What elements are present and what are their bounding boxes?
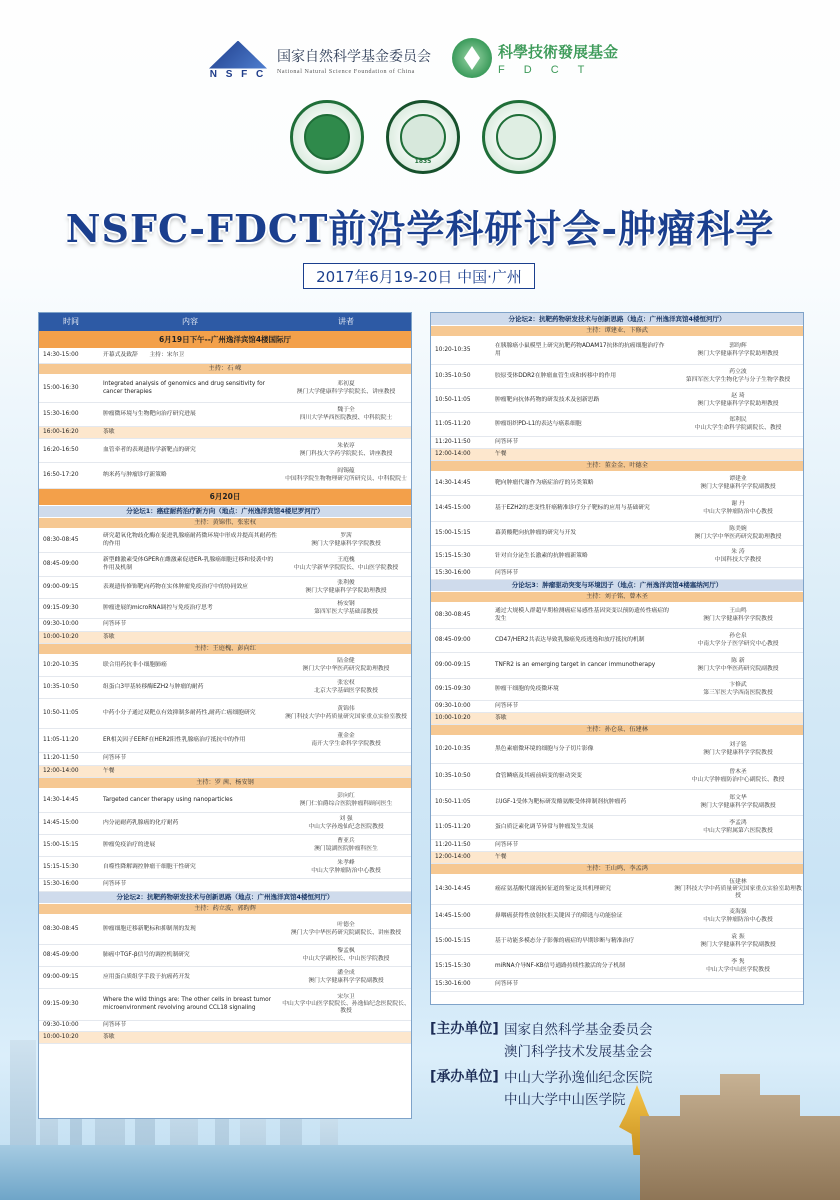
time-cell: 09:30-10:00 <box>43 1022 79 1029</box>
topic-cell: 联合用药抗非小细胞肺癌 <box>103 661 167 668</box>
topic-cell: 纳米药与肿瘤诊疗新策略 <box>103 471 167 478</box>
speaker-cell: 李孟鸿 中山大学附属第六医院教授 <box>703 820 773 834</box>
speaker-cell: 张宏权 北京大学基础医学院教授 <box>314 680 378 694</box>
speaker-cell: 杨安钢 第四军医大学基础部教授 <box>314 601 378 615</box>
table-row <box>39 857 411 879</box>
speaker-cell: 郑利民 中山大学生命科学院副院长、教授 <box>694 417 782 431</box>
topic-cell: 问答环节 <box>495 981 519 988</box>
chair-row: 主持：罗 茜、杨安钢 <box>39 778 411 789</box>
topic-cell: 幕黄酸靶向抗肿瘤的研究与开发 <box>495 529 577 536</box>
speaker-cell: 袁 振 澳门大学健康科学学院副教授 <box>700 934 776 948</box>
speaker-cell: 王庭槐 中山大学新华学院院长、中山医学院教授 <box>293 557 399 571</box>
speaker-cell: 刘 强 中山大学孙逸仙纪念医院教授 <box>308 816 384 830</box>
time-cell: 10:00-10:20 <box>435 714 471 721</box>
topic-cell: 问答环节 <box>103 881 127 888</box>
topic-cell: 肿瘤细胞迁移新靶标和抑制剂的发现 <box>103 925 196 932</box>
time-cell: 08:45-09:00 <box>435 636 471 643</box>
table-row <box>431 629 803 653</box>
time-cell: 11:20-11:50 <box>435 438 471 445</box>
sysu-seal <box>290 100 364 174</box>
time-cell: 10:00-10:20 <box>43 1033 79 1040</box>
topic-cell: 通过大规模人群超早期检测癌症易感性基因突变以预防遗传性癌症的发生 <box>495 608 669 622</box>
chair-row: 主持：孙仑泉、伍建林 <box>431 725 803 736</box>
chair-row: 主持：董金金、叶德全 <box>431 461 803 472</box>
table-row <box>431 522 803 546</box>
topic-cell: 茶歇 <box>103 633 115 640</box>
topic-cell: 肿瘤进展的microRNA调控与免疫治疗思考 <box>103 604 213 611</box>
session-heading: 分论坛3：肿瘤驱动突变与环境因子（地点：广州逸洋宾馆4楼塞纳河厅） <box>431 580 803 592</box>
co-organizer-label: [承办单位] <box>430 1069 499 1085</box>
table-row <box>39 403 411 427</box>
time-cell: 11:05-11:20 <box>43 736 79 743</box>
topic-cell: Targeted cancer therapy using nanoparticles <box>103 796 233 803</box>
break-row <box>431 449 803 461</box>
time-cell: 16:00-16:20 <box>43 428 79 435</box>
table-row <box>431 653 803 679</box>
speaker-cell: 刘子铭 澳门大学健康科学学院教授 <box>703 742 773 756</box>
topic-cell: 问答环节 <box>103 621 127 628</box>
table-row <box>39 915 411 945</box>
table-row <box>39 879 411 892</box>
nsfc-logo: N S F C <box>205 38 271 82</box>
speaker-cell: 魏于全 四川大学华西医院教授、中科院院士 <box>299 407 393 421</box>
time-cell: 10:00-10:20 <box>43 633 79 640</box>
speaker-cell: 叶德全 澳门大学中华医药研究院副院长、讲座教授 <box>290 922 402 936</box>
topic-cell: 问答环节 <box>103 1022 127 1029</box>
table-row <box>39 813 411 835</box>
table-row <box>39 529 411 553</box>
topic-cell: 午餐 <box>103 767 115 774</box>
topic-cell: 在胰腺癌小鼠模型上研究抗靶药物ADAM17抗体的抗癌细胞治疗作用 <box>495 343 665 357</box>
topic-cell: ER相关因子EERF在HER2阳性乳腺癌治疗抵抗中的作用 <box>103 736 246 743</box>
table-row <box>431 816 803 840</box>
time-cell: 10:50-11:05 <box>435 798 471 805</box>
topic-cell: 基于功能多模态分子影像的癌症的早期诊断与精准治疗 <box>495 937 635 944</box>
table-row <box>39 577 411 599</box>
time-cell: 09:00-09:15 <box>43 583 79 590</box>
speaker-cell: 曹亚兵 澳门镜湖医院肿瘤科医生 <box>314 838 378 852</box>
time-cell: 09:30-10:00 <box>435 702 471 709</box>
topic-cell: 肿瘤微环境与生物靶向治疗研究进展 <box>103 410 196 417</box>
time-cell: 15:00-16:30 <box>43 384 79 391</box>
fdct-logo <box>452 38 492 78</box>
time-cell: 14:30-14:45 <box>435 885 471 892</box>
zhongshan-medical-school-seal <box>482 100 556 174</box>
table-row <box>431 472 803 496</box>
time-cell: 15:15-15:30 <box>435 552 471 559</box>
topic-cell: 自噬性降解调控肿瘤干细胞干性研究 <box>103 863 196 870</box>
topic-cell: 午餐 <box>495 450 507 457</box>
topic-cell: 食管鳞癌及其癌前病变的驱动突变 <box>495 772 582 779</box>
table-row <box>39 655 411 677</box>
break-row <box>431 852 803 864</box>
co-organizer-name: 中山大学中山医学院 <box>504 1092 626 1108</box>
speaker-cell: 郑文华 澳门大学健康科学学院副教授 <box>700 795 776 809</box>
time-cell: 16:20-16:50 <box>43 446 79 453</box>
day-heading: 6月19日下午--广州逸洋宾馆4楼国际厅 <box>39 331 411 349</box>
speaker-cell: 李 隽 中山大学中山医学院教授 <box>706 959 770 973</box>
chair-row: 主持：刘子铭、曾木圣 <box>431 592 803 603</box>
speaker-cell: 赵 琦 澳门大学健康科学学院助理教授 <box>697 393 779 407</box>
topic-cell: 胶原受体DDR2在肿瘤血管生成和转移中的作用 <box>495 372 616 379</box>
speaker-cell: 孙仑泉 中南大学分子医学研究中心教授 <box>697 633 779 647</box>
co-organizer-name: 中山大学孙逸仙纪念医院 <box>504 1070 653 1086</box>
time-cell: 10:35-10:50 <box>435 772 471 779</box>
table-row <box>39 619 411 632</box>
time-cell: 15:15-15:30 <box>435 962 471 969</box>
sun-yat-sen-memorial-hospital-seal: 1835 <box>386 100 460 174</box>
topic-cell: 血管牵者的表观遗传学新靶点的研究 <box>103 446 196 453</box>
table-row <box>431 905 803 929</box>
speaker-cell: 阎锡蕴 中国科学院生物物理研究所研究员、中科院院士 <box>285 468 407 482</box>
time-cell: 10:50-11:05 <box>435 396 471 403</box>
table-row <box>431 979 803 992</box>
table-row <box>431 546 803 568</box>
speaker-cell: 谢 丹 中山大学肿瘤防治中心教授 <box>703 501 773 515</box>
time-cell: 10:35-10:50 <box>43 683 79 690</box>
topic-cell: 表观遗传修饰靶向药物在实体肿瘤免疫治疗中的协同效应 <box>103 583 248 590</box>
speaker-cell: 潘全成 澳门大学健康科学学院副教授 <box>308 970 384 984</box>
table-row <box>39 967 411 989</box>
topic-cell: 问答环节 <box>495 438 519 445</box>
speaker-cell: 谭建业 澳门大学健康科学学院副教授 <box>700 476 776 490</box>
speaker-cell: 麦海强 中山大学肿瘤防治中心教授 <box>703 909 773 923</box>
table-row <box>39 699 411 729</box>
topic-cell: 以IGF-1受体为靶标研发酪氨酸受体抑制剂抗肿瘤药 <box>495 798 627 805</box>
topic-cell: 中药小分子通过双靶点有效抑制多耐药性,耐药亡癌细胞研究 <box>103 709 256 716</box>
time-cell: 08:30-08:45 <box>43 925 79 932</box>
topic-cell: 黑色素瘤微环境的细胞与分子切片影像 <box>495 745 594 752</box>
chair-row: 主持：黄锦伟、张宏权 <box>39 518 411 529</box>
time-cell: 11:05-11:20 <box>435 420 471 427</box>
table-row <box>39 439 411 463</box>
table-row <box>39 945 411 967</box>
speaker-cell: 陈美婉 澳门大学中华医药研究院助理教授 <box>694 526 782 540</box>
table-row <box>39 753 411 766</box>
nsfc-name-en: National Natural Science Foundation of China <box>277 68 415 75</box>
time-cell: 14:30-14:45 <box>43 796 79 803</box>
topic-cell: 茶歇 <box>103 1033 115 1040</box>
fdct-name-en: F D C T <box>498 63 593 76</box>
topic-cell: 肿瘤靶向抗体药物的研发技术及创新思路 <box>495 396 600 403</box>
break-row <box>39 766 411 778</box>
time-cell: 14:30-15:00 <box>43 352 79 359</box>
time-cell: 09:15-09:30 <box>435 685 471 692</box>
speaker-cell: 朱孝峰 中山大学肿瘤防治中心教授 <box>311 860 381 874</box>
topic-cell: 靶向肿瘤代谢作为癌症治疗的另类策略 <box>495 479 594 486</box>
speaker-cell: 曾木圣 中山大学肿瘤防治中心副院长、教授 <box>691 769 785 783</box>
table-row <box>39 349 411 364</box>
time-cell: 08:45-09:00 <box>43 951 79 958</box>
time-cell: 12:00-14:00 <box>435 450 471 457</box>
topic-cell: 茶歇 <box>495 714 507 721</box>
table-row <box>431 840 803 852</box>
speaker-cell: 伍建林 澳门科技大学中药质量研究国家重点实验室助理教授 <box>674 878 802 900</box>
event-date: 2017年6月19-20日 中国·广州 <box>303 263 535 289</box>
speaker-cell: 邓初夏 澳门大学健康科学学院院长、讲座教授 <box>296 381 396 395</box>
table-row <box>431 875 803 905</box>
chair-row: 主持：王庭槐、彭向红 <box>39 644 411 655</box>
time-cell: 14:45-15:00 <box>435 912 471 919</box>
time-cell: 10:35-10:50 <box>435 372 471 379</box>
topic-cell: TNFR2 is an emerging target in cancer immunotherapy <box>495 661 656 668</box>
time-cell: 10:20-10:35 <box>43 661 79 668</box>
time-cell: 15:30-16:00 <box>435 981 471 988</box>
speaker-cell: 宋尔卫 中山大学中山医学院院长、孙逸仙纪念医院院长、教授 <box>282 993 410 1015</box>
table-row <box>39 599 411 619</box>
session-heading: 分论坛2：抗靶药物研发技术与创新思路（地点：广州逸洋宾馆4楼恒河厅） <box>39 892 411 904</box>
speaker-cell: 罗茜 澳门大学健康科学学院教授 <box>311 533 381 547</box>
topic-cell: 蛋白质泛素化调节异常与肿瘤发生发展 <box>495 823 594 830</box>
session-heading: 分论坛2：抗靶药物研发技术与创新思路（地点：广州逸洋宾馆4楼恒河厅） <box>431 313 803 326</box>
topic-cell: 问答环节 <box>495 569 519 576</box>
table-row <box>39 375 411 403</box>
chair-row: 主持：谭建业、卞修武 <box>431 326 803 337</box>
time-cell: 15:30-16:00 <box>43 410 79 417</box>
time-cell: 14:45-15:00 <box>43 819 79 826</box>
topic-cell: 茶歇 <box>103 428 115 435</box>
nsfc-name-cn: 国家自然科学基金委员会 <box>277 49 431 65</box>
speaker-cell: 朱 涛 中国科技大学教授 <box>714 549 762 563</box>
schedule-table-right <box>430 312 804 1005</box>
table-row <box>431 929 803 955</box>
table-row <box>39 463 411 489</box>
table-row <box>431 736 803 764</box>
time-cell: 14:45-15:00 <box>435 504 471 511</box>
time-cell: 11:20-11:50 <box>43 755 79 762</box>
topic-cell: 问答环节 <box>495 702 519 709</box>
break-row <box>431 713 803 725</box>
host-name: 国家自然科学基金委员会 <box>504 1022 653 1038</box>
speaker-cell: 朱依谆 澳门科技大学药学院院长、讲座教授 <box>299 443 393 457</box>
speaker-cell: 黄锦伟 澳门科技大学中药质量研究国家重点实验室教授 <box>285 706 407 720</box>
time-cell: 10:50-11:05 <box>43 709 79 716</box>
table-row <box>431 764 803 790</box>
table-row <box>431 701 803 713</box>
chair-row: 主持：王山鸣、李孟鸿 <box>431 864 803 875</box>
topic-cell: 肿瘤免疫治疗的进展 <box>103 841 156 848</box>
speaker-cell: 郭昀辉 澳门大学健康科学学院助理教授 <box>697 343 779 357</box>
topic-cell: 研究超氧化物歧化酶在促进乳腺癌耐药微环境中形成并提高其耐药性的作用 <box>103 533 277 547</box>
time-cell: 15:15-15:30 <box>43 863 79 870</box>
time-cell: 15:00-15:15 <box>43 841 79 848</box>
topic-cell: miRNA介导NF-KB信号通路持续性激活的分子机制 <box>495 962 625 969</box>
time-cell: 12:00-14:00 <box>43 767 79 774</box>
time-cell: 10:20-10:35 <box>435 745 471 752</box>
table-row <box>431 568 803 580</box>
fdct-name-cn: 科學技術發展基金 <box>498 42 619 61</box>
topic-cell: 问答环节 <box>103 755 127 762</box>
topic-cell: 肺癌中TGF-β信号的调控机制研究 <box>103 951 190 958</box>
time-cell: 09:15-09:30 <box>43 604 79 611</box>
time-cell: 08:45-09:00 <box>43 560 79 567</box>
speaker-cell: 董金金 南开大学生命科学学院教授 <box>311 733 381 747</box>
table-row <box>431 389 803 413</box>
table-row <box>39 729 411 753</box>
time-cell: 15:00-15:15 <box>435 937 471 944</box>
table-row <box>431 337 803 365</box>
topic-cell: 癌症氨基酸代谢流转征道的鉴定及其机理研究 <box>495 885 611 892</box>
topic-cell: 基于EZH2的恶变性肝癌精准诊疗分子靶标的应用与基础研究 <box>495 504 650 511</box>
time-cell: 09:30-10:00 <box>43 621 79 628</box>
topic-cell: 新型雌激素受体GPER在雌激素促进ER-乳腺癌细胞迁移和侵袭中的作用及机制 <box>103 557 274 571</box>
table-row <box>431 365 803 389</box>
time-cell: 14:30-14:45 <box>435 479 471 486</box>
topic-cell: 问答环节 <box>495 841 519 848</box>
topic-cell: 组蛋白3甲基转移酶EZH2与肿瘤的耐药 <box>103 683 204 690</box>
topic-cell: 鼻咽癌获得性放射抗拒关键因子的筛选与功能验证 <box>495 912 623 919</box>
topic-cell: 内分泌耐药乳腺癌的化疗耐药 <box>103 819 179 826</box>
time-cell: 15:00-15:15 <box>435 529 471 536</box>
table-row <box>431 679 803 701</box>
speaker-cell: 彭向红 澳门仁伯爵综合医院肿瘤科顾问医生 <box>299 793 393 807</box>
topic-cell: 针对自分泌生长激素的抗肿瘤新策略 <box>495 552 588 559</box>
university-seals <box>290 100 556 174</box>
speaker-cell: 王山鸣 澳门大学健康科学学院教授 <box>703 608 773 622</box>
session-heading: 分论坛1：癌症耐药治疗新方向（地点：广州逸洋宾馆4楼尼罗河厅） <box>39 506 411 518</box>
page-title: NSFC-FDCT前沿学科研讨会-肿瘤科学 <box>65 206 775 251</box>
table-row <box>431 496 803 522</box>
chair-row: 主持：药立波、郭昀辉 <box>39 904 411 915</box>
time-cell: 10:20-10:35 <box>435 346 471 353</box>
chair-row: 主持：石 嵘 <box>39 364 411 375</box>
topic-cell: Where the wild things are: The other cells in breast tumor microenvironment revolving around CCL18 signaling <box>103 997 272 1011</box>
host-name: 澳门科学技术发展基金会 <box>504 1044 653 1060</box>
time-cell: 09:00-09:15 <box>43 973 79 980</box>
time-cell: 08:30-08:45 <box>43 536 79 543</box>
time-cell: 16:50-17:20 <box>43 471 79 478</box>
table-row <box>39 677 411 699</box>
table-row <box>39 1021 411 1032</box>
speaker-cell: 张利俊 澳门大学健康科学学院助理教授 <box>305 580 387 594</box>
break-row <box>39 1032 411 1044</box>
time-cell: 09:00-09:15 <box>435 661 471 668</box>
break-row <box>39 632 411 644</box>
topic-cell: 肿瘤干细胞的免疫微环境 <box>495 685 559 692</box>
time-cell: 09:15-09:30 <box>43 1000 79 1007</box>
table-row <box>431 437 803 449</box>
topic-cell: 开幕式及致辞 主持：宋尔卫 <box>103 352 185 359</box>
speaker-cell: 黎孟枫 中山大学副校长、中山医学院教授 <box>302 948 390 962</box>
schedule-table-left <box>38 312 412 1119</box>
host-label: [主办单位] <box>430 1021 499 1037</box>
time-cell: 08:30-08:45 <box>435 611 471 618</box>
nsfc-header <box>205 38 431 82</box>
time-cell: 15:30-16:00 <box>43 881 79 888</box>
table-row <box>431 790 803 816</box>
fdct-header <box>452 38 618 78</box>
speaker-cell: 卞修武 第三军医大学西南医院教授 <box>703 682 773 696</box>
table-row <box>39 553 411 577</box>
topic-cell: CD47/HER2共表达导致乳腺癌免疫逃逸和放疗抵抗的机制 <box>495 636 645 643</box>
table-row <box>431 603 803 629</box>
table-row <box>39 989 411 1021</box>
organizers <box>430 1018 810 1114</box>
table-row <box>431 955 803 979</box>
speaker-cell: 陈 新 澳门大学中华医药研究院副教授 <box>697 658 779 672</box>
topic-cell: Integrated analysis of genomics and drug sensitivity for cancer therapies <box>103 381 266 395</box>
time-cell: 12:00-14:00 <box>435 853 471 860</box>
table-row <box>39 835 411 857</box>
topic-cell: 肿瘤组织PD-L1的表达与癌系细胞 <box>495 420 582 427</box>
topic-cell: 应用蛋白质组学手段于抗癌药开发 <box>103 973 190 980</box>
time-cell: 11:05-11:20 <box>435 823 471 830</box>
speaker-cell: 陆金健 澳门大学中华医药研究院助理教授 <box>302 658 390 672</box>
day-heading: 6月20日 <box>39 489 411 506</box>
table-row <box>431 413 803 437</box>
table-header: 时间 内容 讲者 <box>39 313 411 331</box>
table-row <box>39 789 411 813</box>
speaker-cell: 药立波 第四军医大学生物化学与分子生物学教授 <box>685 369 791 383</box>
topic-cell: 午餐 <box>495 853 507 860</box>
time-cell: 11:20-11:50 <box>435 841 471 848</box>
break-row <box>39 427 411 439</box>
time-cell: 15:30-16:00 <box>435 569 471 576</box>
